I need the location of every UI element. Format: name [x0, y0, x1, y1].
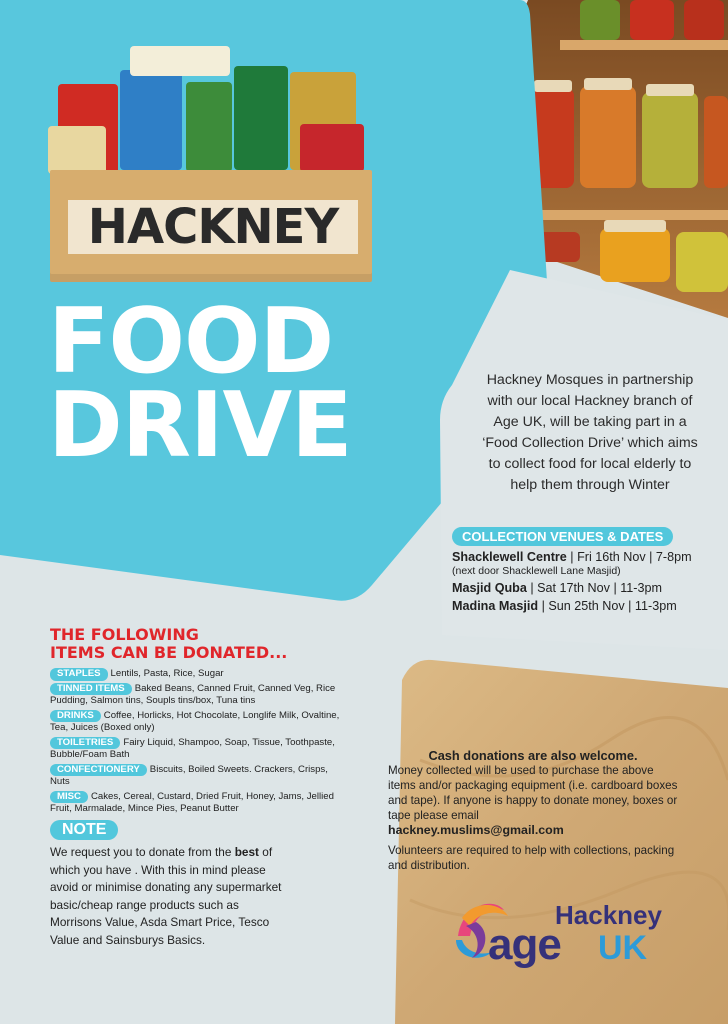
venues-heading: COLLECTION VENUES & DATES [452, 527, 673, 546]
category-drinks [50, 710, 350, 735]
category-misc [50, 791, 350, 816]
collection-venues [452, 527, 722, 613]
page-title [48, 289, 352, 478]
venue-name: Shacklewell Centre [452, 550, 567, 564]
title-line-2: DRIVE [48, 373, 352, 478]
box-label-text: HACKNEY [87, 199, 339, 255]
venue-when: | Sat 17th Nov | 11-3pm [526, 581, 662, 595]
chilli-can [48, 126, 106, 174]
category-confectionery [50, 764, 350, 789]
venue-when: | Sun 25th Nov | 11-3pm [538, 599, 677, 613]
items-title-line-1: THE FOLLOWING [50, 625, 199, 644]
logo-uk: UK [598, 929, 648, 967]
intro-text: Hackney Mosques in partnership with our local Hackney branch of Age UK, will be taking part in a ‘Food Collection Drive’ which aims to collect food for local elderly to help them through Winter [482, 372, 698, 493]
category-label: CONFECTIONERY [50, 764, 147, 777]
category-text: Baked Beans, Canned Fruit, Canned Veg, Rice Pudding, Salmon tins, Soupls tins/box, Tuna tins [50, 682, 336, 706]
note-text-before: We request you to donate from the [50, 845, 235, 859]
category-label: STAPLES [50, 668, 108, 681]
category-label: DRINKS [50, 710, 101, 723]
venue-quba [452, 581, 722, 595]
volunteers-text: Volunteers are required to help with collections, packing and distribution. [388, 844, 675, 872]
category-toiletries [50, 737, 350, 762]
note-text-after: of which you have . With this in mind please avoid or minimise donating any supermarket basic/cheap range products such as Morrisons Value, Asda Smart Price, Tesco Value and Sainsburys Basics. [50, 845, 282, 947]
box-label [68, 200, 358, 254]
category-label: TOILETRIES [50, 737, 120, 750]
note-label: NOTE [50, 820, 118, 840]
cash-body: Money collected will be used to purchase the above items and/or packaging equipment (i.e. cardboard boxes and tape). If anyone is happy to donate money, boxes or tape please email [388, 764, 678, 822]
cash-donations [388, 748, 678, 873]
category-label: TINNED ITEMS [50, 683, 132, 696]
cash-title: Cash donations are also welcome. [428, 748, 638, 763]
category-text: Coffee, Horlicks, Hot Chocolate, Longlife Milk, Ovaltine, Tea, Juices (Boxed only) [50, 709, 340, 733]
venue-when: | Fri 16th Nov | 7-8pm [566, 550, 692, 564]
category-tinned [50, 683, 350, 708]
venue-madina [452, 599, 722, 613]
venue-note: (next door Shacklewell Lane Masjid) [452, 565, 621, 577]
food-box-illustration [48, 42, 378, 282]
note-section [50, 820, 290, 949]
category-label: MISC [50, 791, 88, 804]
category-text: Cakes, Cereal, Custard, Dried Fruit, Honey, Jams, Jellied Fruit, Marmalade, Mince Pies, Peanut Butter [50, 790, 334, 814]
items-title [50, 626, 350, 662]
category-staples [50, 668, 350, 681]
sardines-tin [120, 70, 182, 170]
category-text: Fairy Liquid, Shampoo, Soap, Tissue, Toothpaste, Bubble/Foam Bath [50, 736, 335, 760]
logo-age: age [488, 920, 561, 969]
note-text-bold: best [234, 845, 259, 859]
contact-email[interactable]: hackney.muslims@gmail.com [388, 823, 564, 837]
note-body [50, 844, 290, 949]
age-uk-logo [452, 892, 672, 982]
items-title-line-2: ITEMS CAN BE DONATED... [50, 643, 288, 662]
venue-shacklewell [452, 550, 722, 564]
venue-name: Madina Masjid [452, 599, 539, 613]
title-line-1: FOOD [48, 289, 334, 394]
can-delmonte [234, 66, 288, 170]
packet-white [130, 46, 230, 76]
category-text: Lentils, Pasta, Rice, Sugar [110, 668, 224, 679]
chunky-can [300, 124, 364, 172]
logo-hackney: Hackney [555, 900, 662, 930]
category-text: Biscuits, Boiled Sweets. Crackers, Crisps, Nuts [50, 763, 328, 787]
venue-name: Masjid Quba [452, 581, 527, 595]
can-green [186, 82, 232, 172]
donation-items [50, 626, 350, 816]
